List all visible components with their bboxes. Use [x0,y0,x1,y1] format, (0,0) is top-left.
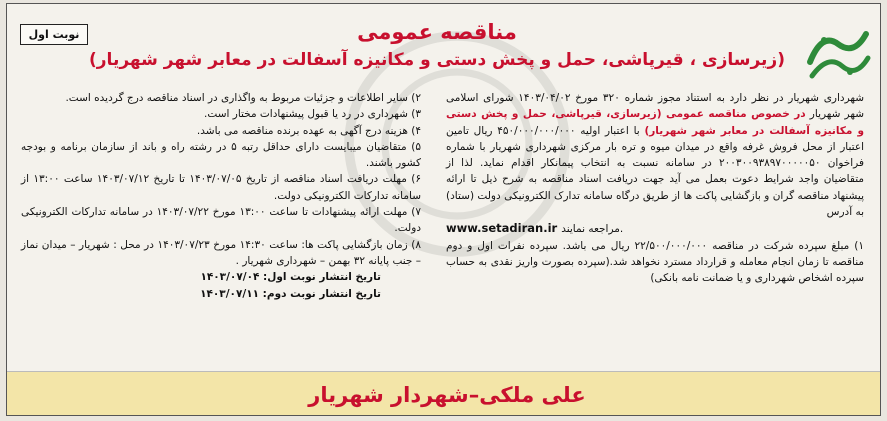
shahrdari-logo-icon [802,24,874,86]
item-7: ۷) مهلت ارائه پیشنهادات تا ساعت ۱۳:۰۰ مورخ ۱۴۰۳/۰۷/۲۲ در سامانه تدارکات الکترونیکی دولت. [21,206,422,235]
mayor-signature: علی ملکی–شهردار شهریار [308,383,586,407]
url-line [446,220,864,237]
intro-paragraph [446,90,864,220]
tender-notice [6,3,881,416]
page-title: مناقصه عمومی [357,20,517,44]
url-text: www.setadiran.ir [446,221,558,236]
publish-date-first: تاریخ انتشار نوبت اول: ۱۴۰۳/۰۷/۰۴ [200,271,381,284]
item-6: ۶) مهلت دریافت اسناد مناقصه از تاریخ ۱۴۰۳/۰۷/۰۵ تا تاریخ ۱۴۰۳/۰۷/۱۲ ساعت ۱۳:۰۰ از سامانه تدارکات الکترونیکی دولت. [21,173,422,202]
item-5: ۵) متقاضیان میبایست دارای حداقل رتبه ۵ در رشته راه و باند از سازمان برنامه و بودجه کشور باشند. [21,140,421,170]
footer-bar [7,371,880,415]
setad-url-link[interactable] [446,220,864,237]
item-3: ۳) شهرداری در رد یا قبول پیشنهادات مختار است. [204,108,421,121]
item-8: ۸) زمان بازگشایی پاکت ها: ساعت ۱۴:۳۰ مورخ ۱۴۰۳/۰۷/۲۳ در محل : شهریار – میدان نماز – جنب پایانه ۳۲ بهمن – شهرداری شهریار . [21,238,421,267]
page-subtitle: (زیرسازی ، قیرپاشی، حمل و پخش دستی و مکانیزه آسفالت در معابر شهر شهریار) [89,50,785,70]
intro-highlight: در خصوص مناقصه عمومی (زیرسازی، قیرپاشی، حمل و پخش دستی و مکانیزه آسفالت در معابر شهر شهریار) [446,108,865,137]
body-right-column [446,90,864,287]
intro-text-2: با اعتبار اولیه ۴۵۰/۰۰۰/۰۰۰/۰۰۰ ریال تامین اعتبار از محل فروش غرفه واقع در میدان میوه و تره بار مرکزی شهرداری شهریار با شماره فراخوان ۲۰۰۳۰۰۹۳۸۹۷۰۰۰۰۰۵۰ در سامانه نسبت به انتخاب پیمانکار اقدام نماید. لذا از متقاضیان واجد شرایط دعوت بعمل می آید جهت دریافت اسناد مناقصه به شرح ذیل تا ارائه پیشنهاد مناقصه گران و بازگشایی پاکت ها از طریق درگاه سامانه تدارک الکترونیکی دولت (ستاد) به آدرس [446,124,864,219]
url-suffix: مراجعه نمایند. [561,223,624,236]
item-1: ۱) مبلغ سپرده شرکت در مناقصه ۲۲/۵۰۰/۰۰۰/۰۰۰ ریال می باشد. سپرده نفرات اول و دوم مناقصه تا زمان انجام معامله و قرارداد مسترد نخواهد شد.(سپرده بصورت واریز نقدی به حساب سپرده اشخاص شهرداری و یا ضمانت نامه بانکی) [446,239,865,285]
intro-text-1: شهرداری شهریار در نظر دارد به استناد مجوز شماره ۳۲۰ مورخ ۱۴۰۳/۰۴/۰۲ شورای اسلامی شهر شهریار [446,92,865,121]
body-left-column [21,90,421,302]
round-badge: نوبت اول [20,24,88,45]
publish-date-second: تاریخ انتشار نوبت دوم: ۱۴۰۳/۰۷/۱۱ [200,287,381,300]
item-4: ۴) هزینه درج آگهی به عهده برنده مناقصه می باشد. [196,124,421,137]
item-2: ۲) سایر اطلاعات و جزئیات مربوط به واگذاری در اسناد مناقصه درج گردیده است. [65,92,421,104]
